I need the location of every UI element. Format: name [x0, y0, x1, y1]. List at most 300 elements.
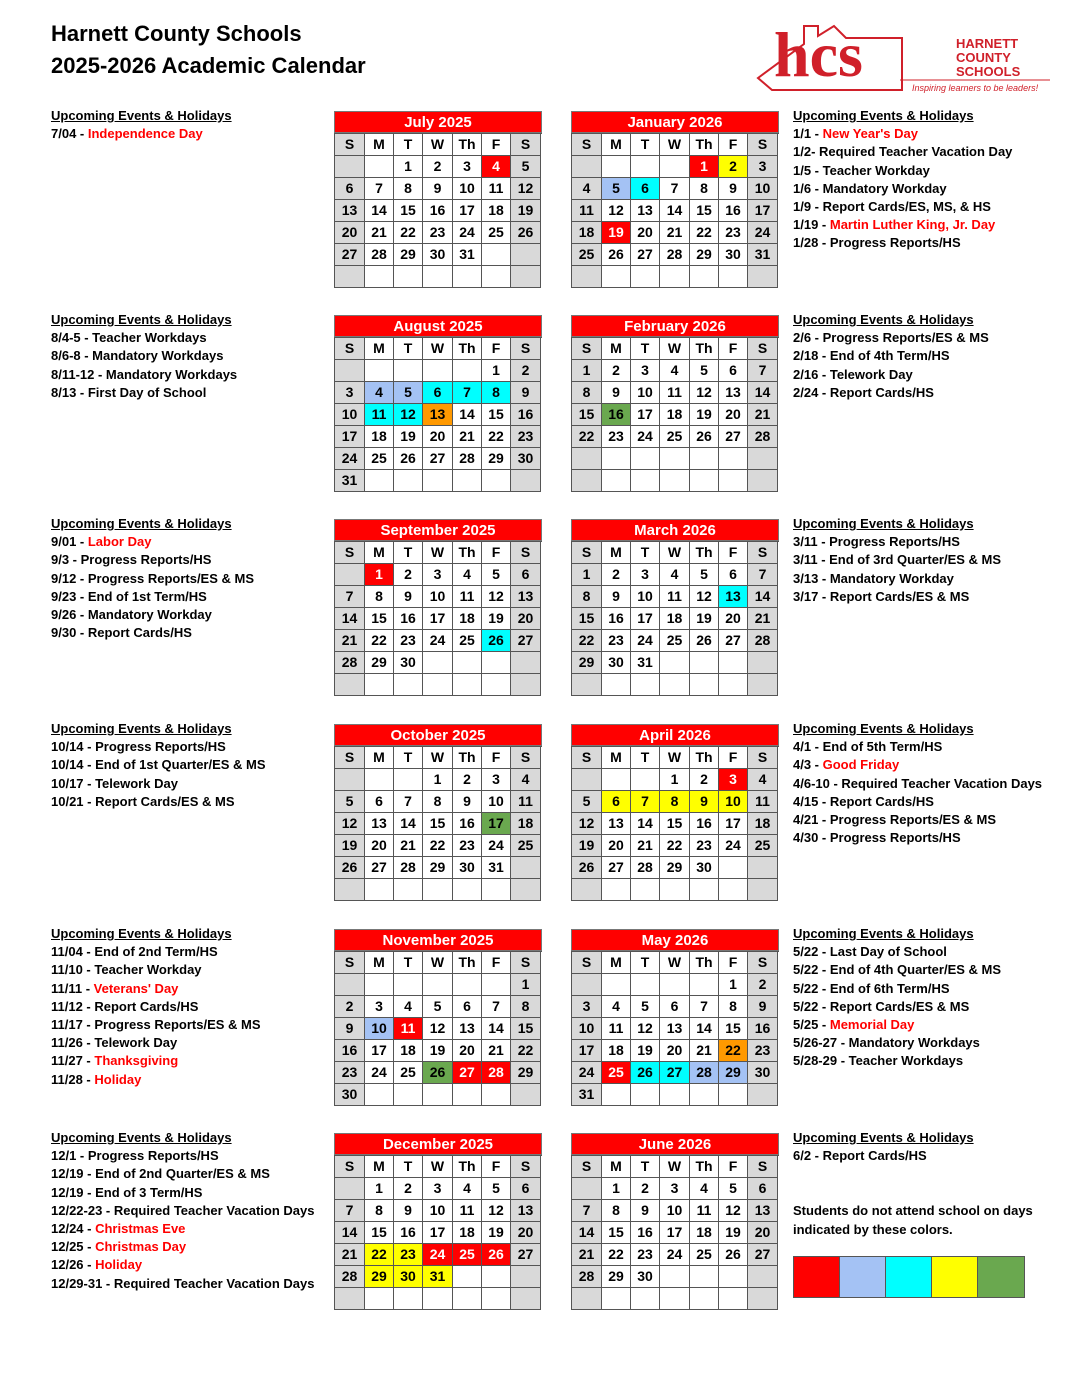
day-cell: 27 [335, 244, 365, 266]
day-cell: 24 [365, 1062, 394, 1084]
calendar-october-2025 [334, 724, 542, 901]
empty-cell [748, 1084, 778, 1106]
event-text: 5/25 - [793, 1017, 830, 1033]
day-cell: 14 [660, 200, 690, 222]
weekday-header: T [631, 542, 660, 564]
month-title: October 2025 [334, 724, 542, 746]
event-text: 5/26-27 - Mandatory Workdays [793, 1035, 980, 1051]
day-cell: 29 [423, 857, 453, 879]
day-cell: 13 [660, 1018, 690, 1040]
weekday-header: M [602, 1156, 631, 1178]
empty-cell [748, 470, 778, 492]
empty-cell [423, 674, 453, 696]
empty-cell [719, 266, 748, 288]
event-item [51, 1052, 261, 1070]
weekday-header: T [631, 1156, 660, 1178]
day-cell: 31 [423, 1266, 453, 1288]
day-cell: 28 [631, 857, 660, 879]
logo-line-3: SCHOOLS [956, 64, 1021, 79]
day-cell: 28 [482, 1062, 511, 1084]
events-list [51, 515, 254, 642]
weekday-header: Th [453, 542, 482, 564]
empty-cell [394, 1288, 423, 1310]
empty-cell [423, 652, 453, 674]
empty-cell [631, 674, 660, 696]
day-cell: 17 [423, 1222, 453, 1244]
empty-cell [365, 360, 394, 382]
weekday-header: S [511, 134, 541, 156]
day-cell: 5 [335, 791, 365, 813]
day-cell: 29 [572, 652, 602, 674]
day-cell: 7 [631, 791, 660, 813]
day-cell: 7 [748, 564, 778, 586]
day-cell: 22 [423, 835, 453, 857]
event-text: 12/24 - [51, 1221, 96, 1237]
empty-cell [453, 266, 482, 288]
event-item [51, 1220, 315, 1238]
day-cell: 18 [748, 813, 778, 835]
day-cell: 22 [719, 1040, 748, 1062]
day-cell: 24 [572, 1062, 602, 1084]
day-cell: 15 [423, 813, 453, 835]
empty-cell [572, 470, 602, 492]
event-text: 4/6-10 - Required Teacher Vacation Days [793, 775, 1043, 791]
day-cell: 25 [394, 1062, 423, 1084]
event-text: 2/24 - Report Cards/HS [793, 384, 934, 400]
day-cell: 12 [394, 404, 423, 426]
weekday-header: M [365, 952, 394, 974]
day-cell: 18 [660, 608, 690, 630]
empty-cell [453, 360, 482, 382]
day-cell: 3 [423, 1178, 453, 1200]
empty-cell [572, 448, 602, 470]
events-heading: Upcoming Events & Holidays [793, 516, 974, 531]
day-cell: 14 [631, 813, 660, 835]
events-list [793, 1129, 974, 1165]
day-cell: 30 [511, 448, 541, 470]
empty-cell [511, 244, 541, 266]
day-cell: 30 [394, 652, 423, 674]
day-cell: 18 [572, 222, 602, 244]
day-cell: 18 [690, 1222, 719, 1244]
day-cell: 25 [660, 426, 690, 448]
day-cell: 14 [335, 608, 365, 630]
empty-cell [631, 470, 660, 492]
day-cell: 10 [335, 404, 365, 426]
empty-cell [690, 1084, 719, 1106]
empty-cell [423, 974, 453, 996]
day-cell: 30 [602, 652, 631, 674]
day-cell: 17 [572, 1040, 602, 1062]
event-item [793, 162, 1012, 180]
empty-cell [719, 857, 748, 879]
weekday-header: T [394, 134, 423, 156]
day-cell: 12 [482, 1200, 511, 1222]
empty-cell [394, 974, 423, 996]
day-cell: 9 [394, 1200, 423, 1222]
weekday-header: F [482, 134, 511, 156]
holiday-name: Good Friday [822, 757, 900, 773]
event-text: 1/28 - Progress Reports/HS [793, 235, 961, 251]
event-text: 9/30 - Report Cards/HS [51, 625, 192, 641]
events-list [51, 1129, 315, 1293]
weekday-header: F [482, 747, 511, 769]
event-text: 2/18 - End of 4th Term/HS [793, 348, 950, 364]
event-item [793, 570, 1001, 588]
day-cell: 5 [482, 564, 511, 586]
day-cell: 7 [572, 1200, 602, 1222]
day-cell: 9 [335, 1018, 365, 1040]
day-cell: 18 [453, 608, 482, 630]
day-cell: 7 [690, 996, 719, 1018]
day-cell: 16 [602, 608, 631, 630]
day-cell: 22 [572, 426, 602, 448]
calendar-march-2026 [571, 519, 779, 696]
day-cell: 9 [690, 791, 719, 813]
calendar-january-2026 [571, 111, 779, 288]
day-cell: 17 [365, 1040, 394, 1062]
day-cell: 11 [453, 1200, 482, 1222]
empty-cell [602, 769, 631, 791]
page-title [51, 18, 366, 82]
weekday-header: T [394, 542, 423, 564]
day-cell: 2 [602, 564, 631, 586]
weekday-header: T [394, 952, 423, 974]
holiday-name: Veterans' Day [93, 980, 179, 996]
day-cell: 23 [511, 426, 541, 448]
event-text: 6/2 - Report Cards/HS [793, 1148, 927, 1164]
logo-tagline: Inspiring learners to be leaders! [912, 83, 1039, 93]
day-cell: 30 [631, 1266, 660, 1288]
event-text: 8/13 - First Day of School [51, 384, 207, 400]
day-cell: 26 [572, 857, 602, 879]
day-cell: 16 [453, 813, 482, 835]
empty-cell [719, 1084, 748, 1106]
empty-cell [748, 879, 778, 901]
day-cell: 16 [394, 608, 423, 630]
month-title: April 2026 [571, 724, 779, 746]
weekday-header: W [423, 542, 453, 564]
holiday-name: Thanksgiving [94, 1053, 179, 1069]
month-grid [334, 746, 542, 901]
event-item [51, 1202, 315, 1220]
holiday-name: Labor Day [87, 534, 152, 550]
weekday-header: Th [453, 747, 482, 769]
empty-cell [423, 360, 453, 382]
events-list [793, 925, 1001, 1071]
day-cell: 25 [453, 1244, 482, 1266]
empty-cell [482, 974, 511, 996]
day-cell: 5 [482, 1178, 511, 1200]
events-heading: Upcoming Events & Holidays [51, 108, 232, 123]
holiday-name: Independence Day [87, 126, 203, 142]
day-cell: 22 [602, 1244, 631, 1266]
month-grid [571, 133, 779, 288]
day-cell: 15 [660, 813, 690, 835]
day-cell: 27 [365, 857, 394, 879]
day-cell: 21 [690, 1040, 719, 1062]
weekday-header: T [631, 747, 660, 769]
empty-cell [511, 266, 541, 288]
day-cell: 29 [511, 1062, 541, 1084]
event-text: 12/22-23 - Required Teacher Vacation Days [51, 1202, 315, 1218]
day-cell: 21 [335, 630, 365, 652]
day-cell: 13 [335, 200, 365, 222]
empty-cell [453, 652, 482, 674]
weekday-header: M [365, 542, 394, 564]
weekday-header: Th [690, 338, 719, 360]
events-list [51, 720, 266, 811]
weekday-header: M [602, 338, 631, 360]
day-cell: 1 [365, 564, 394, 586]
empty-cell [482, 1266, 511, 1288]
day-cell: 10 [631, 382, 660, 404]
day-cell: 5 [394, 382, 423, 404]
day-cell: 10 [423, 1200, 453, 1222]
day-cell: 27 [719, 426, 748, 448]
day-cell: 4 [365, 382, 394, 404]
weekday-header: S [511, 338, 541, 360]
event-text: 9/12 - Progress Reports/ES & MS [51, 570, 255, 586]
day-cell: 11 [365, 404, 394, 426]
day-cell: 10 [660, 1200, 690, 1222]
day-cell: 3 [631, 360, 660, 382]
empty-cell [511, 1288, 541, 1310]
event-item [51, 793, 266, 811]
empty-cell [511, 652, 541, 674]
empty-cell [482, 1288, 511, 1310]
day-cell: 13 [748, 1200, 778, 1222]
legend-swatch [794, 1257, 840, 1297]
day-cell: 30 [748, 1062, 778, 1084]
weekday-header: W [423, 338, 453, 360]
weekday-header: W [660, 1156, 690, 1178]
day-cell: 26 [690, 426, 719, 448]
event-item [793, 533, 1001, 551]
event-text: 11/17 - Progress Reports/ES & MS [51, 1017, 261, 1033]
day-cell: 29 [394, 244, 423, 266]
event-text: 10/14 - Progress Reports/HS [51, 739, 226, 755]
empty-cell [511, 857, 541, 879]
day-cell: 21 [660, 222, 690, 244]
day-cell: 1 [423, 769, 453, 791]
day-cell: 15 [690, 200, 719, 222]
event-item [51, 1165, 315, 1183]
weekday-header: S [335, 338, 365, 360]
weekday-header: S [335, 747, 365, 769]
day-cell: 23 [602, 630, 631, 652]
day-cell: 28 [394, 857, 423, 879]
day-cell: 25 [365, 448, 394, 470]
hcs-logo [752, 18, 1062, 102]
day-cell: 4 [572, 178, 602, 200]
day-cell: 19 [423, 1040, 453, 1062]
event-item [793, 1052, 1001, 1070]
empty-cell [602, 266, 631, 288]
month-grid [571, 337, 779, 492]
day-cell: 19 [572, 835, 602, 857]
empty-cell [748, 448, 778, 470]
event-text: 1/5 - Teacher Workday [793, 162, 930, 178]
empty-cell [660, 879, 690, 901]
empty-cell [748, 1288, 778, 1310]
weekday-header: Th [453, 1156, 482, 1178]
calendar-february-2026 [571, 315, 779, 492]
day-cell: 2 [394, 564, 423, 586]
calendar-may-2026 [571, 929, 779, 1106]
empty-cell [631, 448, 660, 470]
day-cell: 8 [690, 178, 719, 200]
day-cell: 15 [365, 608, 394, 630]
empty-cell [572, 769, 602, 791]
empty-cell [394, 470, 423, 492]
day-cell: 23 [719, 222, 748, 244]
day-cell: 3 [748, 156, 778, 178]
day-cell: 22 [482, 426, 511, 448]
event-text: 1/9 - Report Cards/ES, MS, & HS [793, 199, 991, 215]
event-text: 1/6 - Mandatory Workday [793, 180, 947, 196]
day-cell: 6 [511, 564, 541, 586]
day-cell: 1 [719, 974, 748, 996]
event-text: 9/23 - End of 1st Term/HS [51, 588, 207, 604]
day-cell: 12 [631, 1018, 660, 1040]
color-legend [793, 1256, 1025, 1298]
empty-cell [453, 470, 482, 492]
event-text: 9/26 - Mandatory Workday [51, 607, 212, 623]
empty-cell [394, 879, 423, 901]
empty-cell [719, 652, 748, 674]
logo-line-2: COUNTY [956, 50, 1011, 65]
day-cell: 6 [335, 178, 365, 200]
event-text: 12/1 - Progress Reports/HS [51, 1148, 219, 1164]
event-item [51, 738, 266, 756]
day-cell: 5 [602, 178, 631, 200]
month-grid [334, 133, 542, 288]
day-cell: 11 [602, 1018, 631, 1040]
empty-cell [482, 674, 511, 696]
weekday-header: T [631, 134, 660, 156]
event-text: 12/26 - [51, 1257, 96, 1273]
logo-line-1: HARNETT [956, 36, 1019, 51]
day-cell: 10 [748, 178, 778, 200]
empty-cell [335, 266, 365, 288]
empty-cell [365, 974, 394, 996]
day-cell: 19 [631, 1040, 660, 1062]
day-cell: 13 [453, 1018, 482, 1040]
day-cell: 11 [690, 1200, 719, 1222]
day-cell: 11 [660, 382, 690, 404]
event-item [793, 234, 1012, 252]
day-cell: 21 [453, 426, 482, 448]
day-cell: 14 [365, 200, 394, 222]
empty-cell [719, 674, 748, 696]
event-text: 11/28 - [51, 1071, 95, 1087]
event-item [793, 998, 1001, 1016]
day-cell: 29 [365, 652, 394, 674]
empty-cell [690, 879, 719, 901]
day-cell: 21 [572, 1244, 602, 1266]
event-text: 1/1 - [793, 126, 823, 142]
holiday-name: Christmas Eve [95, 1221, 186, 1237]
day-cell: 9 [453, 791, 482, 813]
day-cell: 13 [719, 586, 748, 608]
month-title: December 2025 [334, 1133, 542, 1155]
empty-cell [572, 156, 602, 178]
day-cell: 6 [719, 564, 748, 586]
day-cell: 17 [631, 404, 660, 426]
empty-cell [572, 879, 602, 901]
day-cell: 9 [602, 586, 631, 608]
day-cell: 17 [631, 608, 660, 630]
empty-cell [690, 974, 719, 996]
calendar-december-2025 [334, 1133, 542, 1310]
day-cell: 9 [423, 178, 453, 200]
day-cell: 8 [365, 586, 394, 608]
day-cell: 30 [453, 857, 482, 879]
day-cell: 21 [748, 608, 778, 630]
event-text: 11/27 - [51, 1053, 95, 1069]
weekday-header: W [423, 134, 453, 156]
empty-cell [660, 974, 690, 996]
day-cell: 16 [631, 1222, 660, 1244]
day-cell: 8 [602, 1200, 631, 1222]
day-cell: 24 [660, 1244, 690, 1266]
event-item [793, 198, 1012, 216]
month-grid [334, 1155, 542, 1310]
day-cell: 2 [748, 974, 778, 996]
day-cell: 14 [572, 1222, 602, 1244]
event-text: 4/1 - End of 5th Term/HS [793, 739, 943, 755]
month-title: June 2026 [571, 1133, 779, 1155]
day-cell: 17 [660, 1222, 690, 1244]
event-text: 9/01 - [51, 534, 88, 550]
day-cell: 3 [423, 564, 453, 586]
event-item [793, 738, 1042, 756]
day-cell: 10 [365, 1018, 394, 1040]
weekday-header: F [719, 1156, 748, 1178]
weekday-header: S [572, 338, 602, 360]
event-item [51, 1256, 315, 1274]
event-item [793, 588, 1001, 606]
event-item [793, 775, 1042, 793]
day-cell: 24 [453, 222, 482, 244]
day-cell: 6 [365, 791, 394, 813]
holiday-name: New Year's Day [822, 126, 918, 142]
day-cell: 8 [423, 791, 453, 813]
empty-cell [602, 1288, 631, 1310]
empty-cell [511, 674, 541, 696]
event-item [51, 775, 266, 793]
day-cell: 26 [335, 857, 365, 879]
event-item [793, 961, 1001, 979]
weekday-header: Th [690, 1156, 719, 1178]
empty-cell [660, 266, 690, 288]
day-cell: 29 [690, 244, 719, 266]
day-cell: 5 [572, 791, 602, 813]
weekday-header: W [660, 952, 690, 974]
weekday-header: M [602, 542, 631, 564]
day-cell: 22 [660, 835, 690, 857]
empty-cell [365, 879, 394, 901]
event-text: 3/11 - End of 3rd Quarter/ES & MS [793, 552, 1002, 568]
events-heading: Upcoming Events & Holidays [51, 516, 232, 531]
empty-cell [365, 1288, 394, 1310]
event-item [793, 1034, 1001, 1052]
empty-cell [690, 470, 719, 492]
day-cell: 19 [690, 404, 719, 426]
day-cell: 10 [719, 791, 748, 813]
day-cell: 4 [660, 360, 690, 382]
